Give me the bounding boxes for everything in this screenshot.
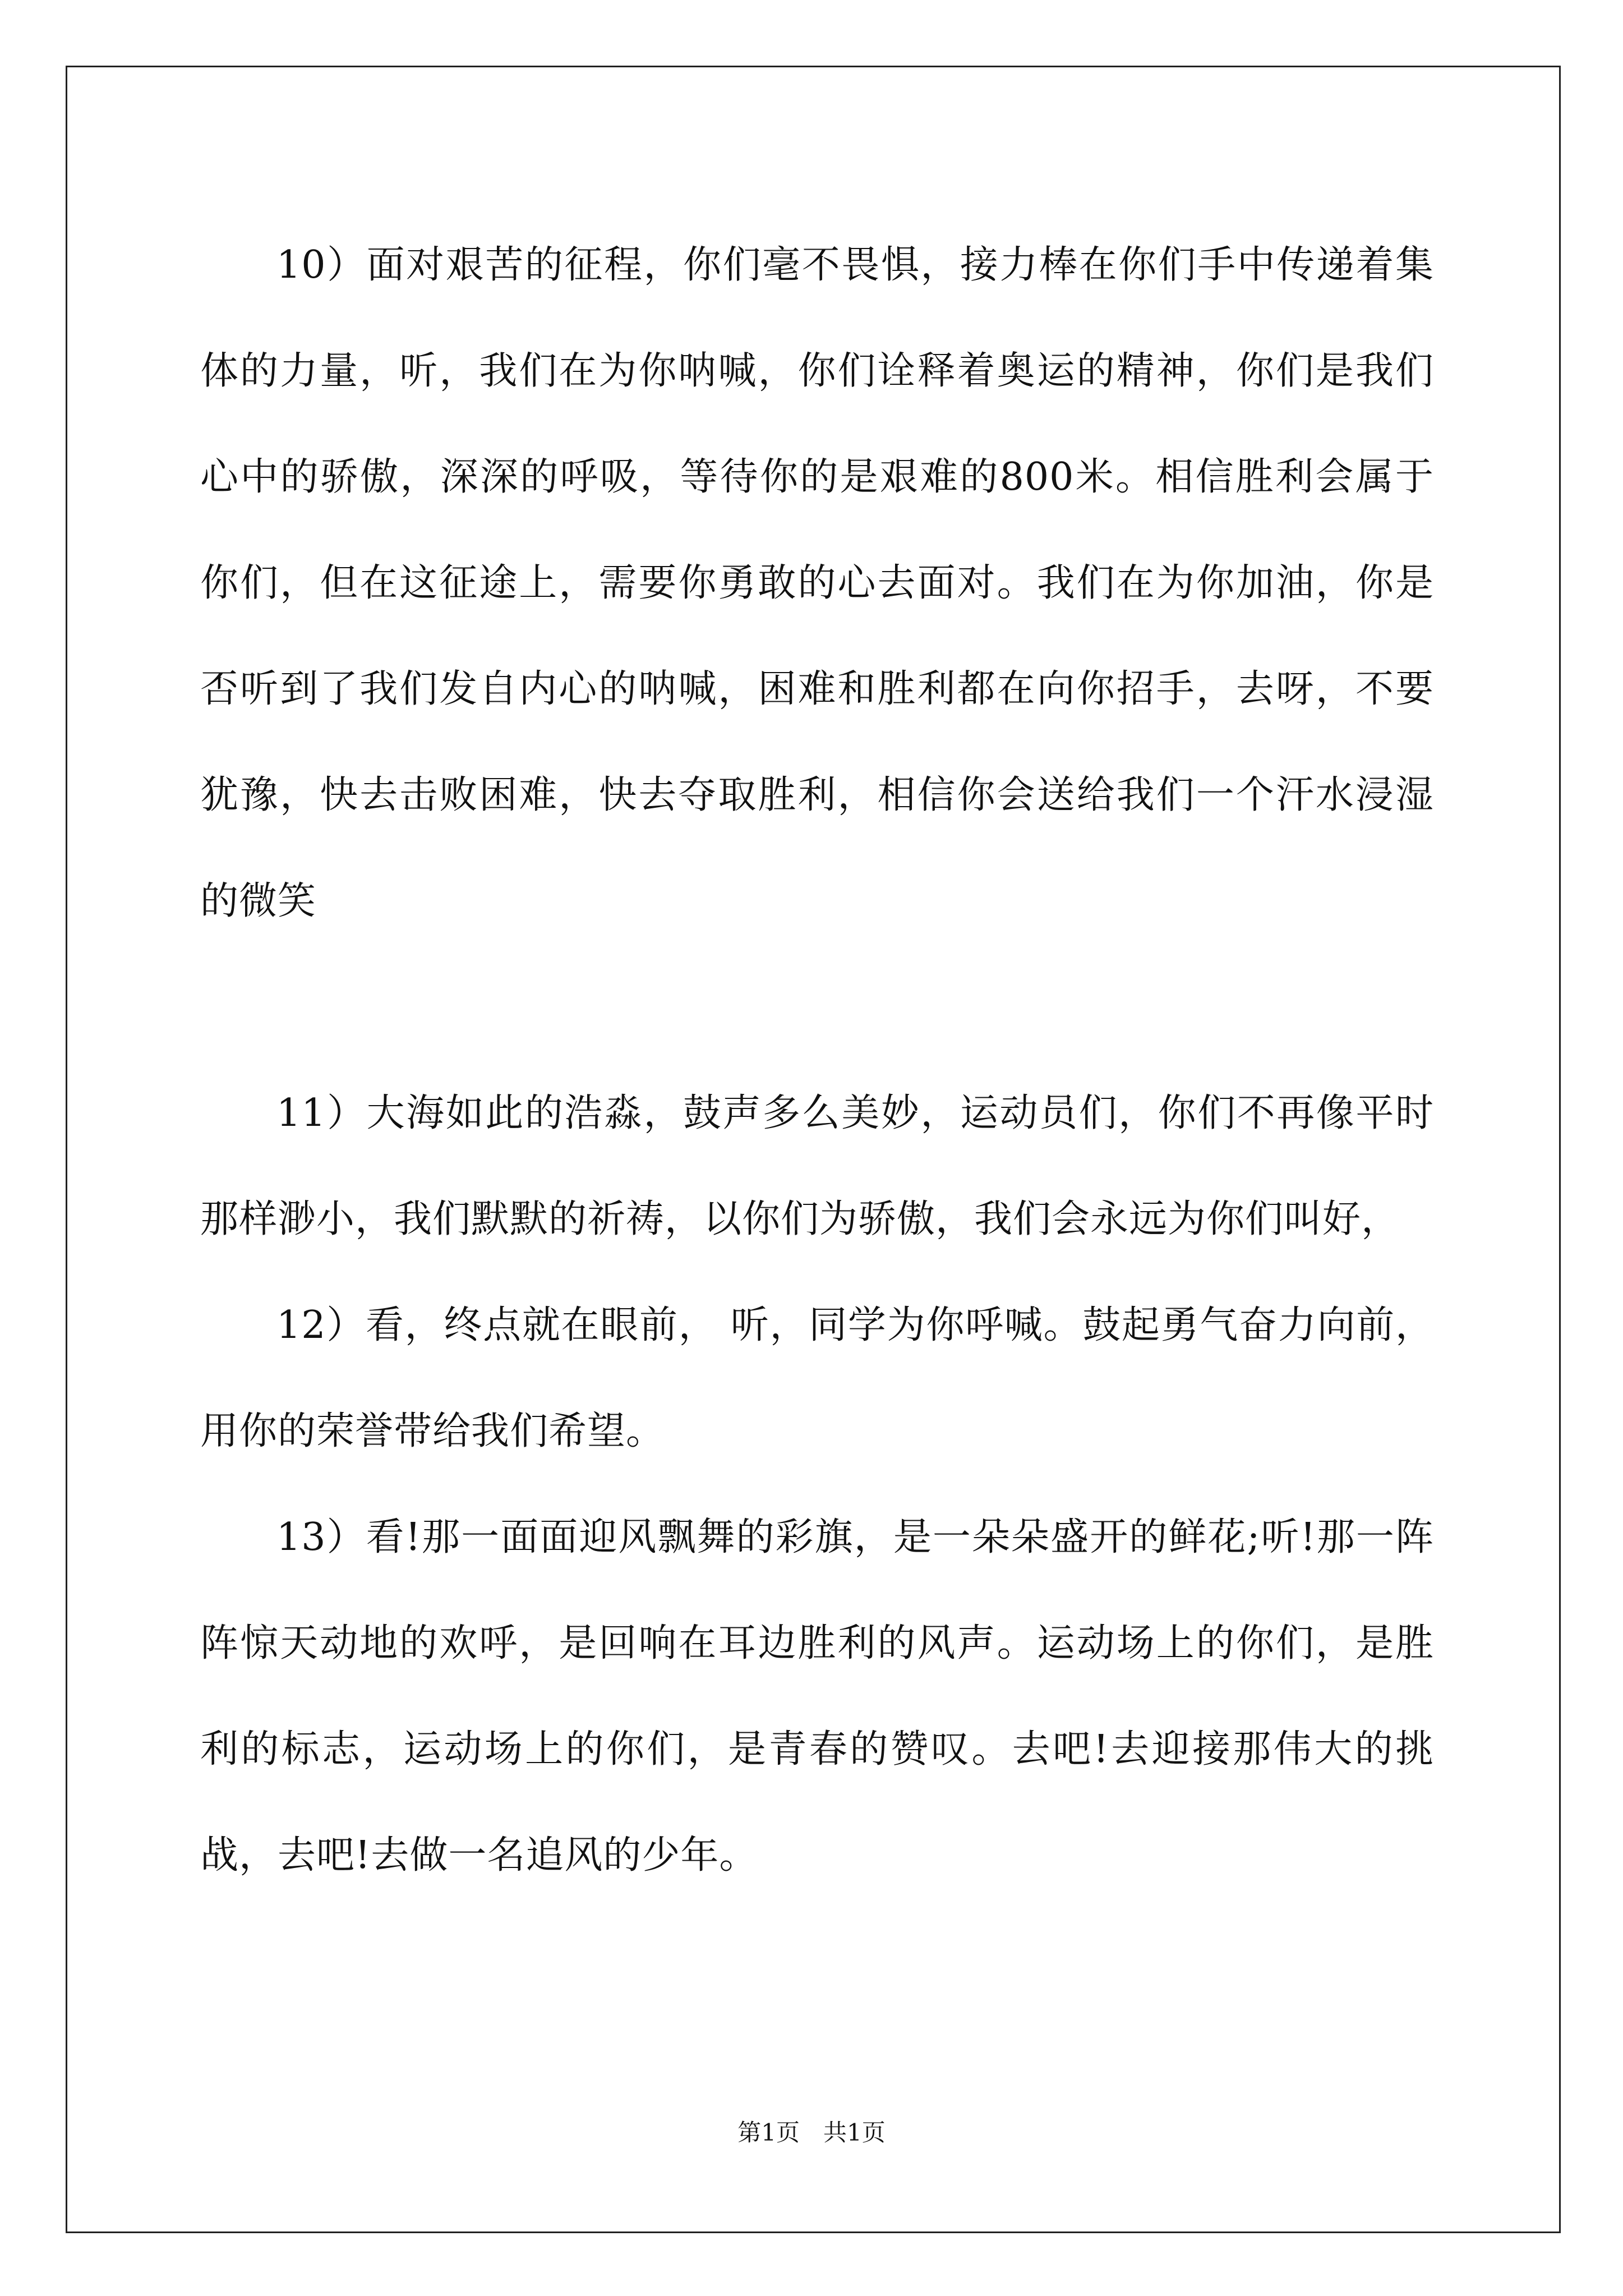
paragraph-11: 11）大海如此的浩淼，鼓声多么美妙，运动员们，你们不再像平时那样渺小，我们默默的祈祷，以你们为骄傲，我们会永远为你们叫好， [200, 1091, 1434, 1241]
paragraph-12: 12）看，终点就在眼前， 听，同学为你呼喊。鼓起勇气奋力向前，用你的荣誉带给我们希望。 [200, 1303, 1434, 1453]
paragraph-10: 10）面对艰苦的征程，你们毫不畏惧，接力棒在你们手中传递着集体的力量，听，我们在为你呐喊，你们诠释着奥运的精神，你们是我们心中的骄傲，深深的呼吸，等待你的是艰难的800米。相信胜利会属于你们，但在这征途上，需要你勇敢的心去面对。我们在为你加油，你是否听到了我们发自内心的呐喊，困难和胜利都在向你招手，去呀，不要犹豫，快去击败困难，快去夺取胜利，相信你会送给我们一个汗水浸湿的微笑 [200, 243, 1434, 923]
page-footer: 第1页 共1页 [737, 2119, 886, 2146]
document-body [200, 212, 1434, 1908]
paragraph-13: 13）看!那一面面迎风飘舞的彩旗，是一朵朵盛开的鲜花;听!那一阵阵惊天动地的欢呼，是回响在耳边胜利的风声。运动场上的你们，是胜利的标志，运动场上的你们，是青春的赞叹。去吧!去迎接那伟大的挑战，去吧!去做一名追风的少年。 [200, 1515, 1434, 1878]
